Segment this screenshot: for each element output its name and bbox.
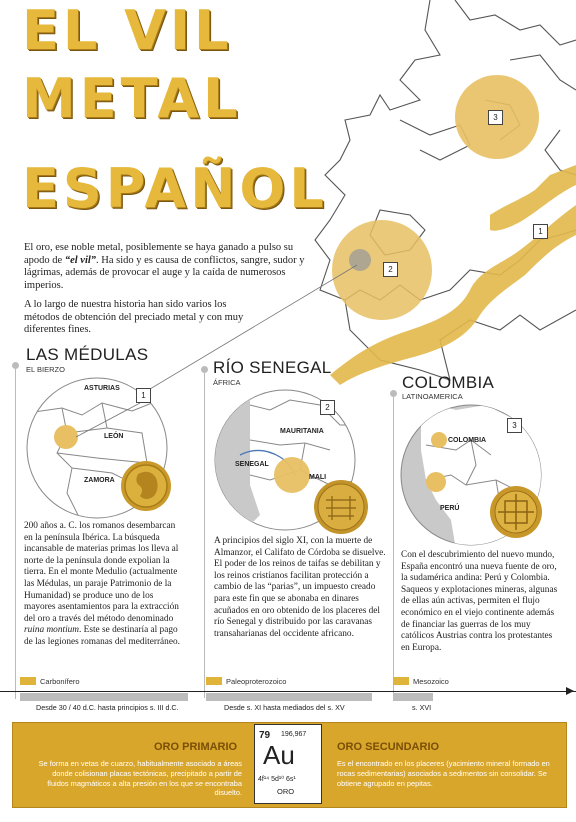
element-config: 4f¹⁴ 5d¹⁰ 6s¹ — [258, 776, 296, 783]
era-bar-colombia — [393, 693, 433, 701]
map-label-zamora: ZAMORA — [84, 477, 115, 484]
intro-emphasis: “el vil” — [64, 254, 97, 266]
map-label-peru: PERÚ — [440, 505, 460, 512]
map-marker-2: 2 — [383, 262, 398, 277]
legend-label-carbonifero: Carbonífero — [40, 677, 80, 686]
era-label-colombia: s. XVI — [412, 703, 432, 712]
element-mass: 196,967 — [281, 731, 307, 738]
section-number-1: 1 — [136, 388, 151, 403]
timeline-line-1 — [15, 369, 16, 699]
timeline-arrow-icon — [566, 687, 574, 695]
timeline-dot-3 — [390, 390, 397, 397]
spanish-coin-image — [488, 484, 544, 540]
legend-label-paleoproterozoico: Paleoproterozoico — [226, 677, 287, 686]
map-marker-1: 1 — [533, 224, 548, 239]
intro-paragraph-1: El oro, ese noble metal, posiblemente se haya ganado a pulso su apodo de “el vil”. Ha sido y es causa de conflictos, sangre, sudor y lágrimas, además de provocar el auge y la caída de numerosos imperios. — [24, 242, 305, 291]
oro-secundario-text: Es el encontrado en los placeres (yacimiento mineral formado en rocas sedimentarias) asociados a sedimentos sin consolidar. Se obtiene agrupado en pepitas. — [337, 759, 550, 788]
timeline-dot-2 — [201, 366, 208, 373]
element-symbol: Au — [263, 740, 295, 770]
legend-swatch-paleoproterozoico — [206, 677, 222, 685]
section-text-medulas: 200 años a. C. los romanos desembarcan en la península Ibérica. La búsqueda incansable de materias primas los lleva al norte de la península donde expolian la tierra. En el monte Medulio (actualmente las Médulas, un paraje Patrimonio de la Humanidad) se produce uno de los mayores asentamientos para la extracción del oro a través del método denominado ruina montium. Este se destinaría al pago de las legiones romanas del mediterráneo. — [24, 521, 180, 647]
intro-paragraph-2: A lo largo de nuestra historia han sido varios los métodos de obtención del preciado metal y con muy diferentes fines. — [24, 299, 244, 335]
section-number-3: 3 — [507, 418, 522, 433]
roman-coin-image — [120, 460, 172, 512]
section-subtitle-medulas: EL BIERZO — [26, 365, 65, 374]
section-number-2: 2 — [320, 400, 335, 415]
timeline-line-2 — [204, 373, 205, 698]
oro-primario-text: Se forma en vetas de cuarzo, habitualmente asociado a áreas donde colisionan placas tectónicas, precipitado a partir de fluidos magmáticos a alta presión en los que se encontraba disuelto. — [38, 759, 242, 798]
era-label-senegal: Desde s. XI hasta mediados del s. XV — [224, 703, 345, 712]
section-text-colombia: Con el descubrimiento del nuevo mundo, España encontró una nueva fuente de oro, la sudamérica andina: Perú y Colombia. Saqueos y explotaciones mineras, algunas de ellas aún activas, permiten el flujo económico en el viejo continente además de financiar las guerras de los muy católicos Austrias contra los protestantes en Europa. — [401, 550, 558, 653]
legend-swatch-carbonifero — [20, 677, 36, 685]
oro-primario-title: ORO PRIMARIO — [154, 741, 238, 753]
era-bar-senegal — [206, 693, 372, 701]
map-label-mauritania: MAURITANIA — [280, 428, 324, 435]
timeline-dot-1 — [12, 362, 19, 369]
section-subtitle-colombia: LATINOAMERICA — [402, 392, 463, 401]
map-label-asturias: ASTURIAS — [84, 385, 120, 392]
map-label-mali: MALI — [309, 474, 327, 481]
element-name: ORO — [277, 787, 295, 796]
element-number: 79 — [259, 730, 271, 741]
oro-secundario-title: ORO SECUNDARIO — [337, 741, 440, 753]
section-title-medulas: LAS MÉDULAS — [26, 345, 149, 364]
section-text-senegal: A principios del siglo XI, con la muerte de Almanzor, el Califato de Córdoba se disuelve. El poder de los reinos de taifas se debilitan y los reinos cristianos facilitan protección a cambio de las “parias”, un impuesto creado para este fin que se abonaba en dinares acuñados en oro obtenido de los placeres del río Senegal y distribuido por las caravanas transaharianas del occidente africano. — [214, 536, 386, 639]
timeline-axis — [0, 691, 576, 692]
legend-swatch-mesozoico — [393, 677, 409, 685]
era-bar-medulas — [20, 693, 188, 701]
map-label-senegal: SENEGAL — [235, 461, 269, 468]
map-label-leon: LEÓN — [104, 433, 124, 440]
section-title-senegal: RÍO SENEGAL — [213, 358, 332, 377]
era-label-medulas: Desde 30 / 40 d.C. hasta principios s. III d.C. — [36, 703, 179, 712]
legend-label-mesozoico: Mesozoico — [413, 677, 449, 686]
map-label-colombia: COLOMBIA — [448, 437, 487, 444]
title-line-3: ESPAÑOL — [22, 157, 328, 220]
title-line-2: METAL — [22, 67, 242, 130]
section-title-colombia: COLOMBIA — [402, 373, 495, 392]
arab-dinar-coin-image — [312, 478, 370, 536]
title-line-1: EL VIL — [22, 0, 233, 62]
map-marker-3: 3 — [488, 110, 503, 125]
section-subtitle-senegal: ÁFRICA — [213, 378, 241, 387]
timeline-line-3 — [393, 397, 394, 697]
